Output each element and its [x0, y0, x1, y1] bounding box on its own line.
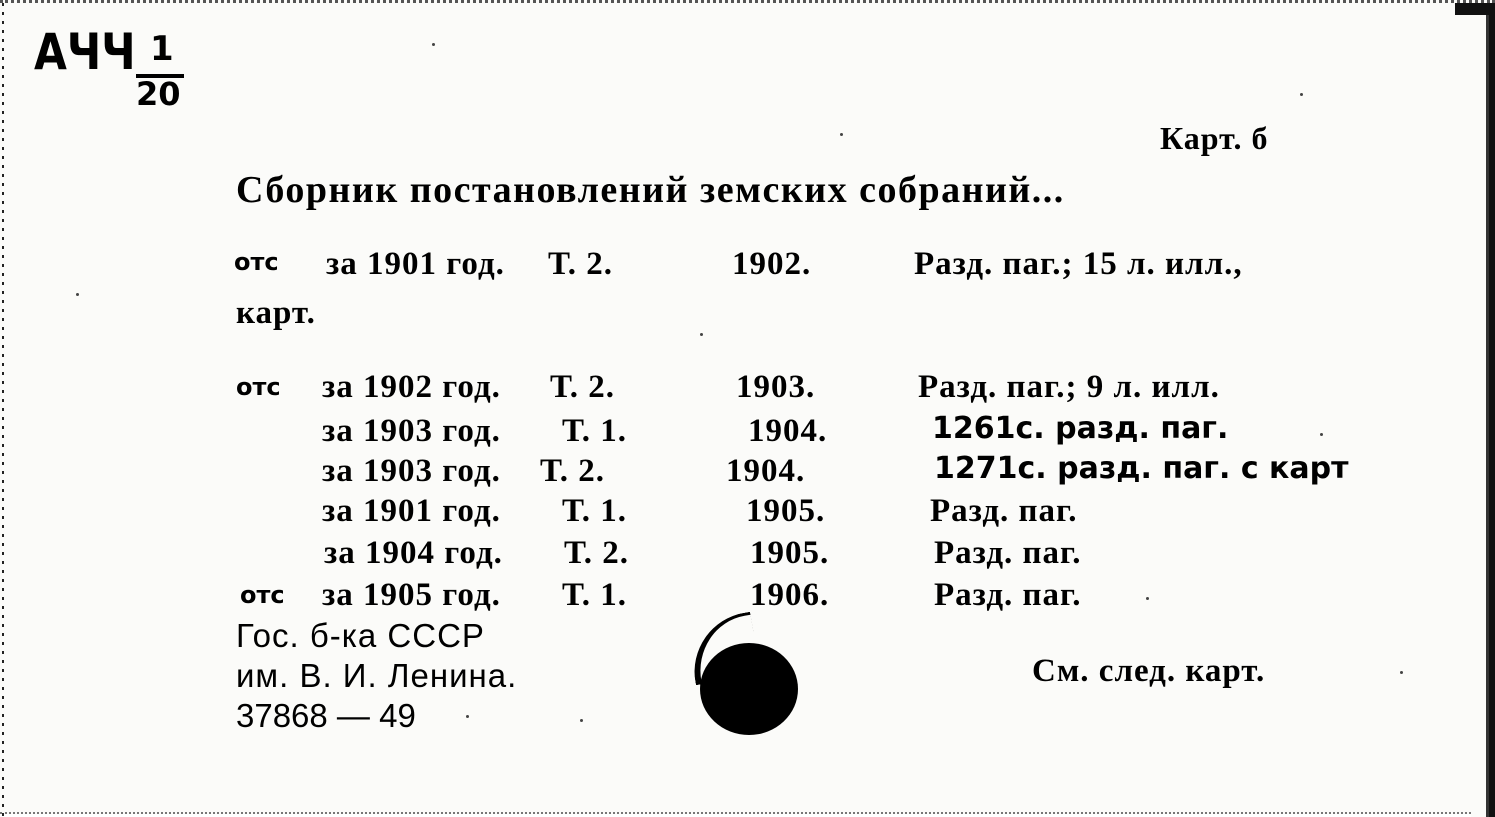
scan-speck — [1320, 433, 1323, 436]
card-left-edge — [2, 3, 4, 817]
scan-speck — [432, 43, 435, 46]
entry-volume: Т. 1. — [562, 577, 627, 613]
entry-year: 1905. — [746, 493, 826, 529]
entry-period: за 1902 год. — [322, 369, 501, 405]
page-title: Сборник постановлений земских собраний... — [236, 169, 1065, 211]
entry-mark: отс — [236, 373, 281, 401]
entry-description: Разд. паг. — [934, 577, 1082, 613]
entry-mark: отс — [240, 581, 285, 609]
print-number: 37868 — 49 — [236, 697, 416, 734]
see-next-card: См. след. карт. — [1032, 653, 1266, 689]
entry-description-handwritten: 1271с. разд. паг. с карт — [934, 451, 1349, 486]
entry-description-handwritten: 1261с. разд. паг. — [932, 411, 1229, 446]
scan-speck — [580, 719, 583, 722]
card-right-edge — [1471, 3, 1495, 817]
entry-year: 1904. — [726, 453, 806, 489]
library-name: Гос. б-ка СССР — [236, 617, 485, 654]
entry-period: за 1903 год. — [322, 453, 501, 489]
scan-speck — [1400, 671, 1403, 674]
entry-volume: Т. 2. — [550, 369, 615, 405]
entry-description: Разд. паг. — [930, 493, 1078, 529]
entry-continuation: карт. — [236, 295, 316, 331]
entry-period: за 1901 год. — [322, 493, 501, 529]
scan-speck — [76, 293, 79, 296]
card-corner — [1455, 3, 1495, 15]
scan-speck — [466, 715, 469, 718]
scan-speck — [1146, 597, 1149, 600]
entry-volume: Т. 2. — [540, 453, 605, 489]
entry-year: 1906. — [750, 577, 830, 613]
punch-hole — [700, 643, 798, 735]
card-label: Карт. б — [1160, 120, 1269, 156]
entry-mark: отс — [234, 248, 279, 276]
entry-description: Разд. паг.; 15 л. илл., — [914, 246, 1243, 282]
entry-year: 1902. — [732, 246, 812, 282]
entry-period: за 1901 год. — [326, 246, 505, 282]
entry-volume: Т. 1. — [562, 493, 627, 529]
scan-speck — [840, 133, 843, 136]
entry-year: 1903. — [736, 369, 816, 405]
entry-year: 1905. — [750, 535, 830, 571]
scan-speck — [700, 333, 703, 336]
entry-volume: Т. 1. — [562, 413, 627, 449]
entry-volume: Т. 2. — [548, 246, 613, 282]
shelfmark-numerator: 1 — [150, 29, 174, 69]
entry-description: Разд. паг.; 9 л. илл. — [918, 369, 1220, 405]
entry-period: за 1904 год. — [324, 535, 503, 571]
shelfmark: АЧЧ — [34, 23, 136, 81]
entry-volume: Т. 2. — [564, 535, 629, 571]
shelfmark-denominator: 20 — [136, 75, 181, 113]
scan-speck — [1300, 93, 1303, 96]
entry-description: Разд. паг. — [934, 535, 1082, 571]
entry-period: за 1905 год. — [322, 577, 501, 613]
entry-period: за 1903 год. — [322, 413, 501, 449]
entry-year: 1904. — [748, 413, 828, 449]
library-name-line2: им. В. И. Ленина. — [236, 657, 518, 694]
